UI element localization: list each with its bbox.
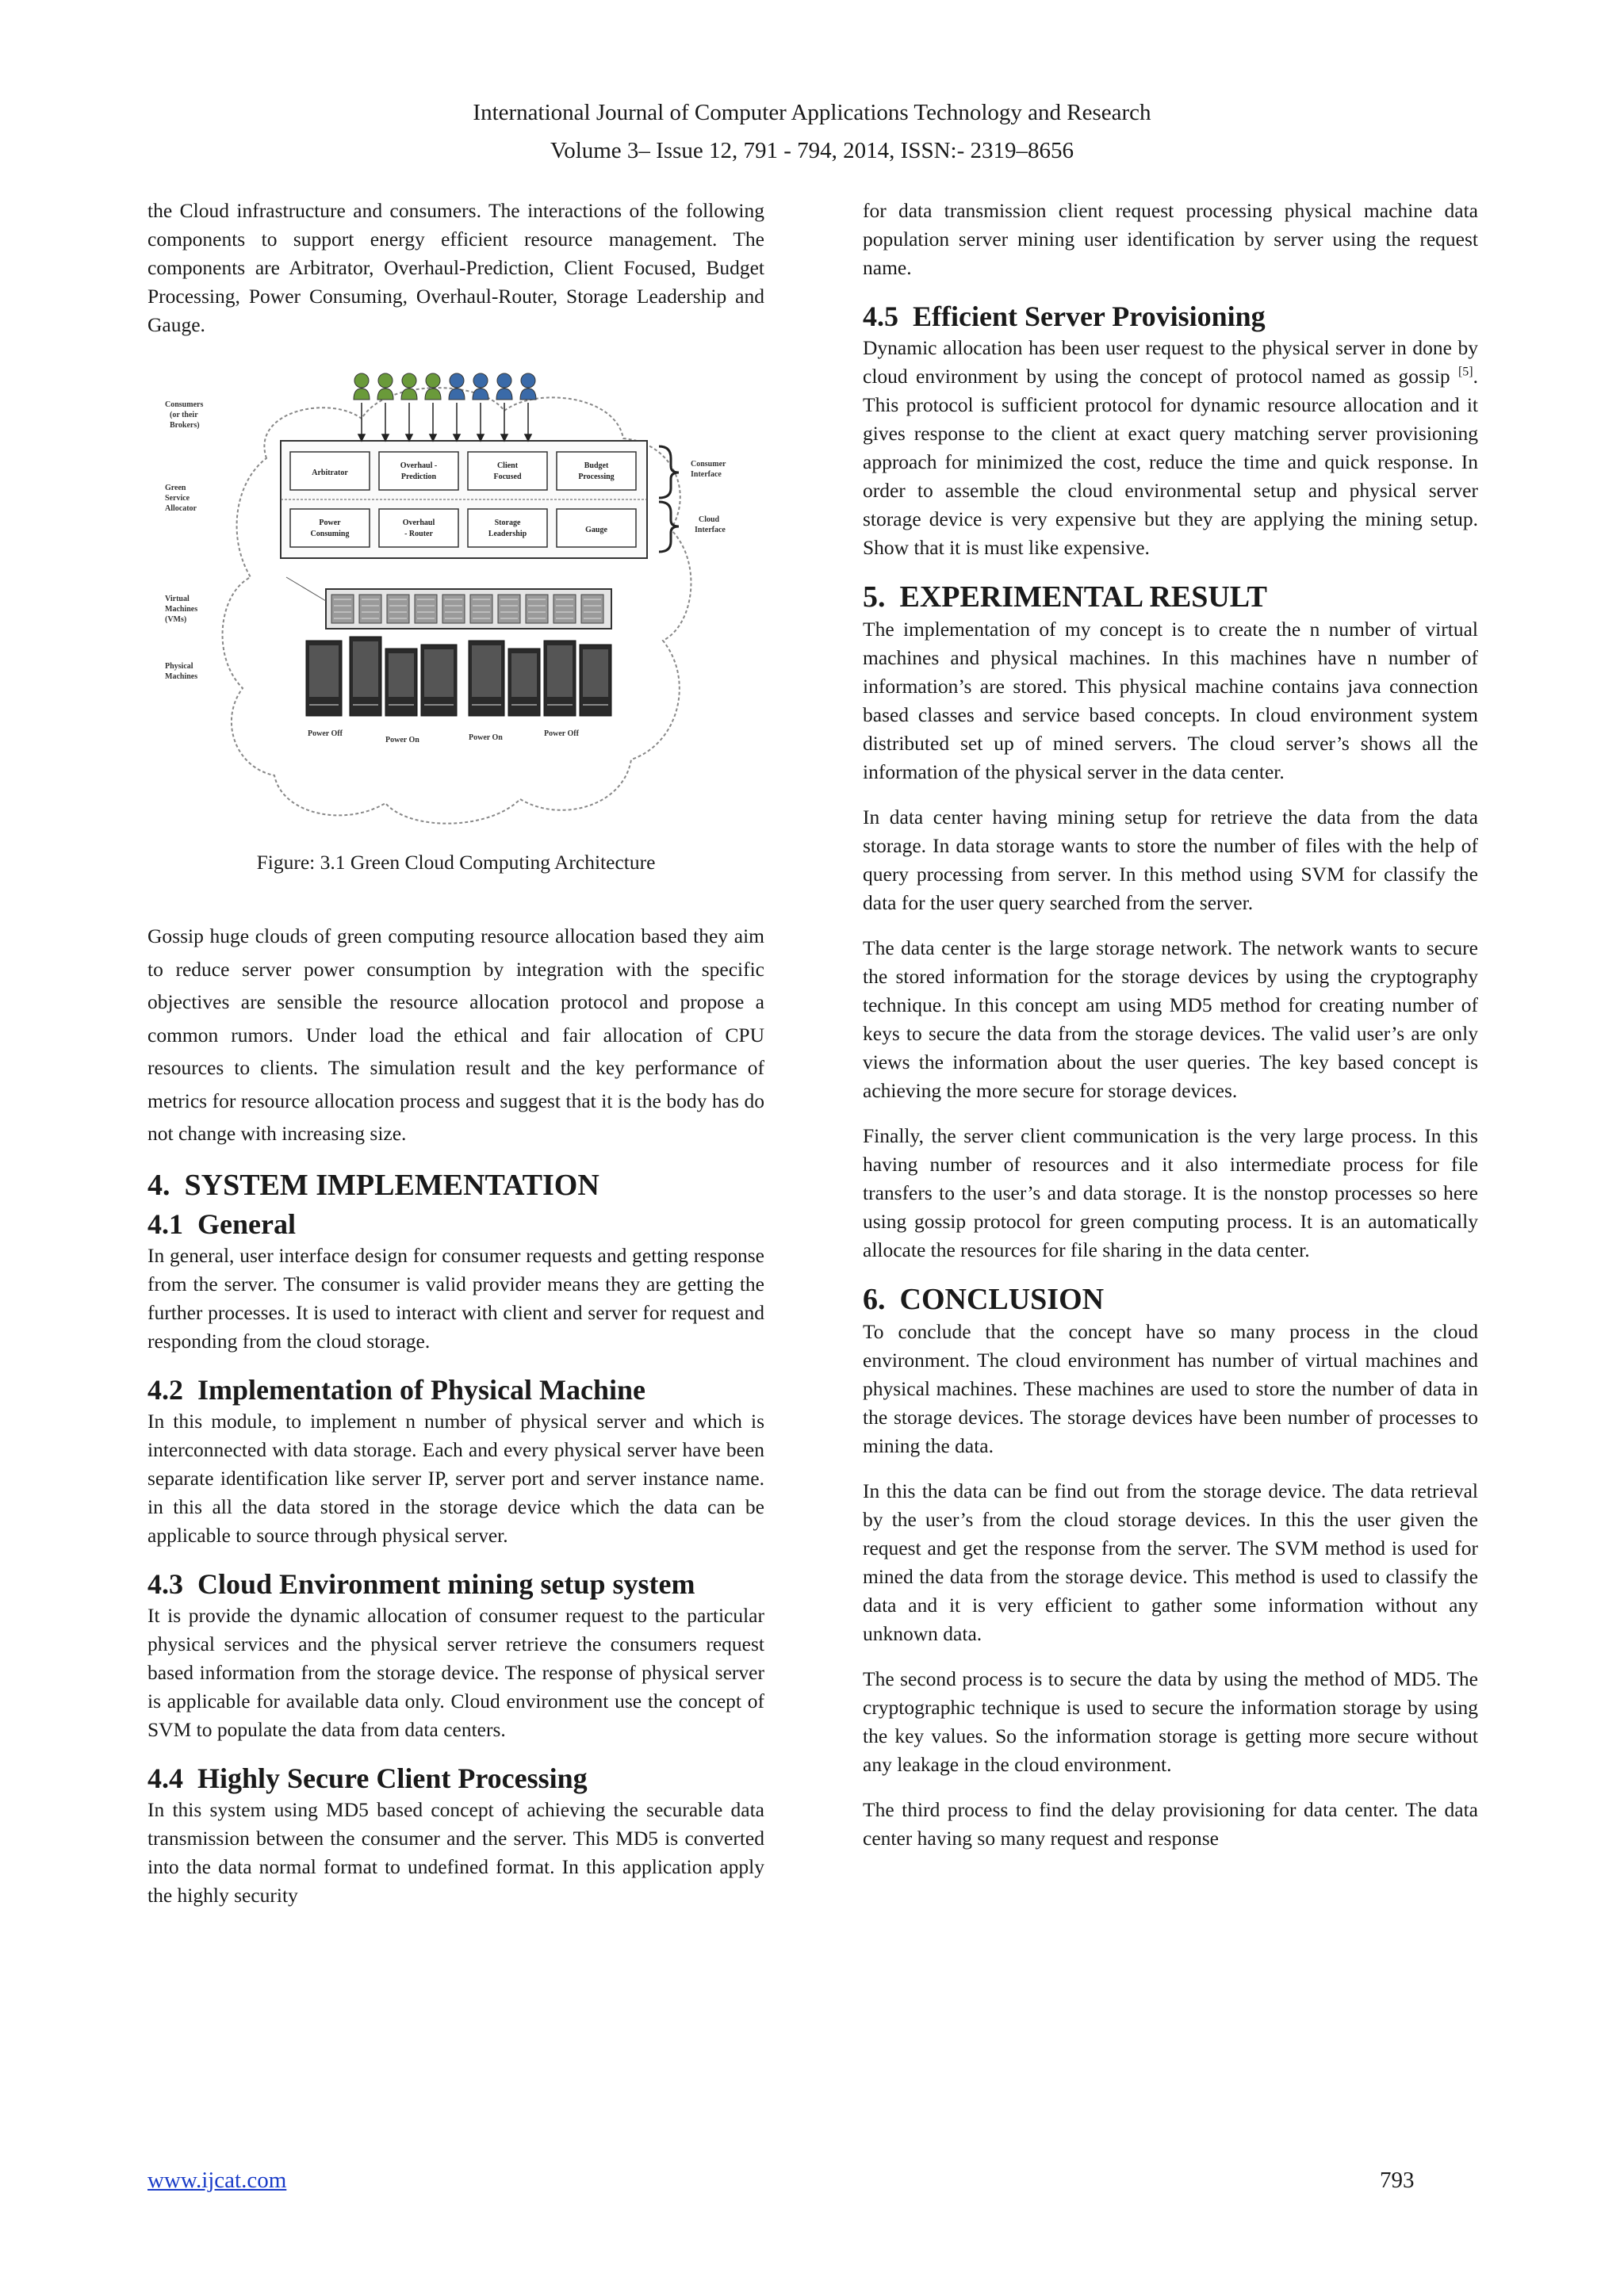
person-body-icon: [520, 388, 536, 400]
arrow-head-icon: [382, 434, 389, 441]
arrow-head-icon: [430, 434, 436, 441]
consumer-interface-brace: [659, 446, 679, 498]
server-panel: [547, 645, 573, 697]
consumers-label-1: Consumers: [165, 400, 204, 409]
consumer-interface-label-1: Consumer: [691, 460, 726, 469]
person-body-icon: [401, 388, 417, 400]
section-4-3-text: It is provide the dynamic allocation of consumer request to the particular physical services and the physical server retrieve the consumers request based information from the storage device. The response of physical server is applicable for available data only. Cloud environment use the concept of SVM to populate the data from data centers.: [147, 1603, 764, 1741]
cloud-interface-label-1: Cloud: [699, 515, 720, 524]
person-body-icon: [377, 388, 393, 400]
vm-icon: [442, 595, 465, 623]
architecture-figure: [147, 363, 764, 832]
power-label-1: Power Off: [308, 729, 343, 738]
person-icon: [450, 373, 464, 388]
person-body-icon: [496, 388, 512, 400]
component-label: Storage: [494, 519, 521, 527]
person-icon: [378, 373, 393, 388]
person-icon: [354, 373, 369, 388]
person-body-icon: [354, 388, 370, 400]
cloud-interface-label-2: Interface: [695, 526, 726, 534]
component-box: [379, 452, 458, 490]
section-4-2-heading: 4.2 Implementation of Physical Machine: [147, 1373, 645, 1406]
section-5-para-3: The data center is the large storage network. The network wants to secure the stored information for the storage devices by using the cryptography technique. In this concept am using MD5 method for creating number of keys to secure the data from the storage devices. The valid user’s are only views the information about the user queries. The key based concept is achieving the more secure for storage devices.: [863, 936, 1478, 1102]
section-5-para-2: In data center having mining setup for retrieve the data from the data storage. In data storage wants to store the number of files with the help of query processing from server. In this method using SVM for classify the data for the user query searched from the server.: [863, 806, 1478, 914]
arrow-head-icon: [358, 434, 365, 441]
component-label: - Router: [404, 530, 433, 538]
figure-caption: Figure: 3.1 Green Cloud Computing Architecture: [256, 851, 656, 874]
server-panel: [583, 649, 608, 697]
person-icon: [521, 373, 535, 388]
component-label: Power: [319, 519, 341, 527]
arrow-head-icon: [477, 434, 484, 441]
journal-website-link[interactable]: www.ijcat.com: [147, 2168, 287, 2193]
arrow-head-icon: [406, 434, 412, 441]
continued-paragraph: for data transmission client request processing physical machine data population server mining user identification by server using the request name.: [863, 199, 1478, 279]
journal-volume: Volume 3– Issue 12, 791 - 794, 2014, ISSN:- 2319–8656: [550, 138, 1074, 163]
component-label: Budget: [584, 461, 609, 470]
section-6-para-2: In this the data can be find out from the storage device. The data retrieval by the user’s from the cloud storage devices. In this the user given the request and get the response from the server. The SVM method is used for mined the data from the storage device. This method is used to classify the data and it is very efficient to gather some information without any unknown data.: [863, 1479, 1478, 1645]
arrow-head-icon: [501, 434, 508, 441]
physical-label-2: Machines: [165, 672, 198, 681]
component-label: Client: [496, 461, 519, 470]
vm-icon: [526, 595, 548, 623]
component-label: Prediction: [400, 473, 437, 481]
component-box: [290, 509, 370, 547]
server-panel: [309, 645, 339, 697]
component-label: Focused: [493, 473, 522, 481]
person-body-icon: [425, 388, 441, 400]
component-box: [379, 509, 458, 547]
vm-icon: [359, 595, 381, 623]
green-label-3: Allocator: [165, 504, 197, 513]
component-label: Overhaul: [402, 519, 435, 527]
component-label: Leadership: [488, 530, 527, 538]
arrow-head-icon: [525, 434, 531, 441]
cloud-interface-brace: [659, 502, 679, 552]
vm-icon: [331, 595, 354, 623]
section-4-heading: 4. SYSTEM IMPLEMENTATION: [147, 1168, 599, 1202]
server-panel: [472, 645, 501, 697]
component-label: Consuming: [310, 530, 350, 538]
section-4-5-heading: 4.5 Efficient Server Provisioning: [863, 300, 1266, 332]
section-4-5-text: Dynamic allocation has been user request to the physical server in done by cloud environment by using the concept of protocol named as gossip [5]. This protocol is sufficient protocol for dynamic resource allocation and it gives response to the client at exact query matching server provisioning approach for minimized the cost, reduce the time and quick response. In order to assemble the cloud environmental setup and physical server storage device is very expensive but they are applying the mining setup. Show that it is must like expensive.: [863, 336, 1478, 559]
section-6-para-1: To conclude that the concept have so many process in the cloud environment. The cloud environment has number of virtual machines and physical machines. These machines are used to store the number of data in the storage devices. The storage devices have been number of processes to mining the data.: [863, 1320, 1478, 1457]
component-label: Gauge: [585, 526, 607, 534]
server-panel: [353, 641, 378, 697]
power-label-4: Power Off: [544, 729, 579, 738]
vm-icon: [470, 595, 492, 623]
section-4-4-text: In this system using MD5 based concept of achieving the securable data transmission between the consumer and the server. This MD5 is converted into the data normal format to undefined format. In this application apply the highly security: [147, 1797, 764, 1907]
person-icon: [473, 373, 488, 388]
journal-title: International Journal of Computer Applications Technology and Research: [473, 100, 1151, 125]
gossip-paragraph: Gossip huge clouds of green computing resource allocation based they aim to reduce server power consumption by integration with the specific objectives are sensible the resource allocation protocol and propose a common rumors. Under load the ethical and fair allocation of CPU resources to clients. The simulation result and the key performance of metrics for resource allocation process and suggest that it is the body has do not change with increasing size.: [147, 924, 764, 1145]
right-column: [863, 197, 1478, 1869]
section-6-para-4: The third process to find the delay provisioning for data center. The data center having so many request and response: [863, 1798, 1478, 1850]
vm-icon: [498, 595, 520, 623]
section-4-1-text: In general, user interface design for consumer requests and getting response from the server. The consumer is valid provider means they are getting the further processes. It is used to interact with client and server for request and responding from the cloud storage.: [147, 1243, 764, 1353]
power-label-2: Power On: [385, 736, 419, 744]
vm-icon: [387, 595, 409, 623]
component-box: [468, 509, 547, 547]
section-5-heading: 5. EXPERIMENTAL RESULT: [863, 580, 1268, 614]
person-icon: [402, 373, 416, 388]
left-column: [147, 197, 764, 1927]
person-icon: [497, 373, 511, 388]
vms-label-2: Machines: [165, 605, 198, 614]
component-label: Arbitrator: [312, 469, 348, 477]
server-panel: [511, 653, 537, 697]
consumer-arrows: [358, 403, 531, 441]
green-label-2: Service: [165, 494, 190, 503]
consumer-interface-label-2: Interface: [691, 470, 722, 479]
section-4-1-heading: 4.1 General: [147, 1207, 296, 1240]
consumers-label-2: (or their: [170, 411, 198, 419]
power-label-3: Power On: [469, 733, 503, 742]
component-box: [468, 452, 547, 490]
section-4-3-heading: 4.3 Cloud Environment mining setup system: [147, 1567, 695, 1600]
vm-icon: [415, 595, 437, 623]
person-body-icon: [449, 388, 465, 400]
section-4-2-text: In this module, to implement n number of physical server and which is interconnected with data storage. Each and every physical server have been separate identification like server IP, server port and server instance name. in this all the data stored in the storage device which the data can be applicable to source through physical server.: [147, 1409, 764, 1547]
vms-label-3: (VMs): [165, 615, 187, 624]
page-number: 793: [1380, 2168, 1415, 2193]
vms-label-1: Virtual: [165, 595, 190, 603]
component-label: Overhaul -: [400, 461, 438, 470]
consumers-icons: [354, 373, 536, 400]
section-4-4-heading: 4.4 Highly Secure Client Processing: [147, 1762, 588, 1794]
connector-line: [286, 577, 326, 601]
person-body-icon: [473, 388, 488, 400]
vm-icon: [553, 595, 576, 623]
green-label-1: Green: [165, 484, 186, 492]
component-box: [557, 452, 636, 490]
server-panel: [389, 653, 414, 697]
section-5-para-1: The implementation of my concept is to create the n number of virtual machines and physical machines. In this machines have n number of information’s are stored. This physical machine contains java connection based classes and service based concepts. In cloud environment system distributed set up of mined servers. The cloud server’s shows all the information of the physical server in the data center.: [863, 618, 1478, 783]
section-6-para-3: The second process is to secure the data by using the method of MD5. The cryptographic technique is used to secure the information storage by using the key values. So the information storage is getting more secure without any leakage in the cloud environment.: [863, 1667, 1478, 1776]
component-label: Processing: [578, 473, 615, 481]
vm-icon: [581, 595, 603, 623]
section-6-heading: 6. CONCLUSION: [863, 1283, 1105, 1316]
intro-paragraph: the Cloud infrastructure and consumers. The interactions of the following components to support energy efficient resource management. The components are Arbitrator, Overhaul-Prediction, Client Focused, Budget Processing, Power Consuming, Overhaul-Router, Storage Leadership and Gauge.: [147, 199, 764, 336]
server-panel: [424, 649, 454, 697]
consumers-label-3: Brokers): [170, 421, 200, 430]
citation-ref: [5]: [1457, 365, 1473, 379]
physical-label-1: Physical: [165, 662, 193, 671]
section-5-para-4: Finally, the server client communication is the very large process. In this having number of resources and it also intermediate process for file transfers to the user’s and data storage. It is the nonstop processes so here using gossip protocol for green computing process. It is an automatically allocate the resources for file sharing in the data center.: [863, 1124, 1478, 1261]
arrow-head-icon: [454, 434, 460, 441]
person-icon: [426, 373, 440, 388]
